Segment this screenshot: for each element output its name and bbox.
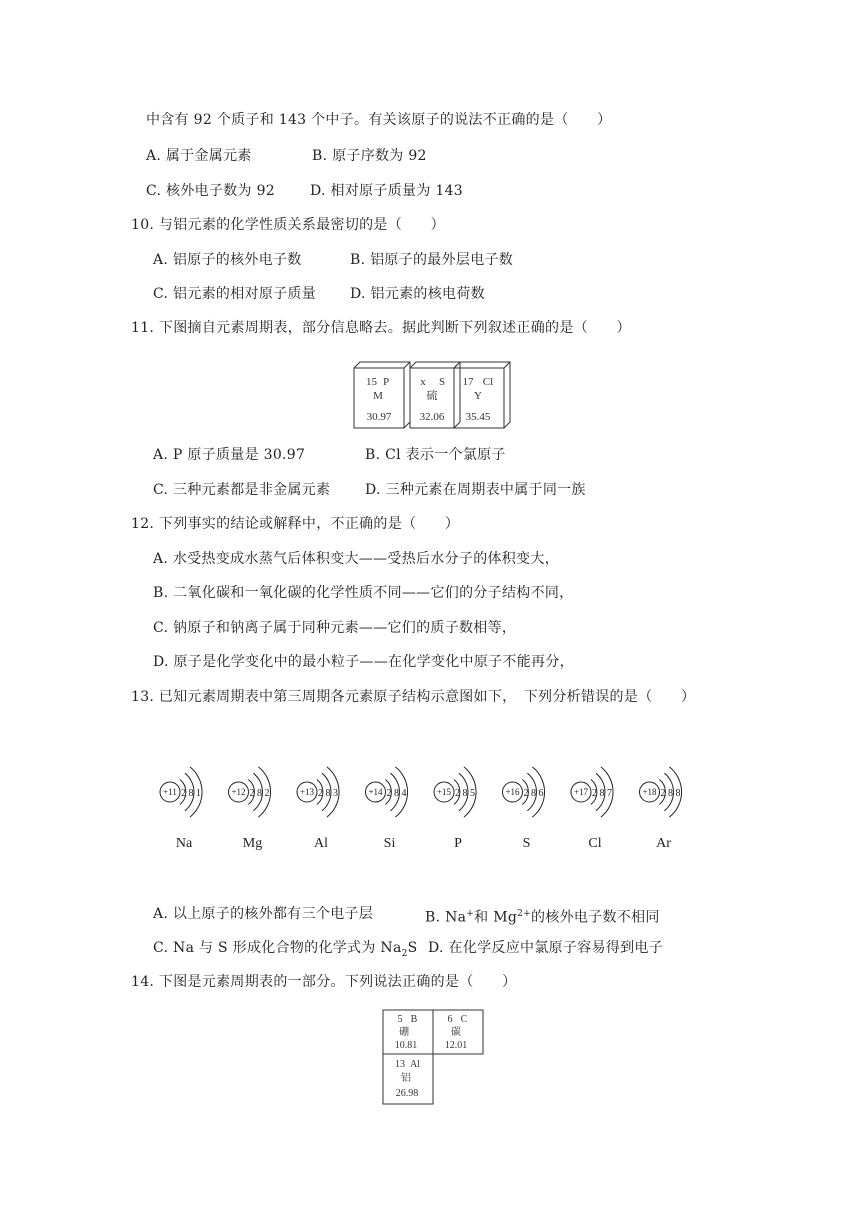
q11-cell-p-number: 15 [366, 376, 377, 388]
q14-periodic-table-excerpt [380, 1008, 490, 1108]
q11-option-c: C. 三种元素都是非金属元素 [153, 482, 331, 498]
q14-cell-c-number: 6 [447, 1014, 453, 1025]
q14-cell-al-mass: 26.98 [395, 1088, 419, 1099]
q14-stem: 14. 下图是元素周期表的一部分。下列说法正确的是（ ） [131, 974, 517, 990]
atom-diagram [366, 767, 408, 851]
element-symbol: Na [175, 836, 193, 851]
q9-option-c: C. 核外电子数为 92 [146, 183, 275, 199]
q13-atomic-structure-diagrams [150, 755, 710, 865]
q13-option-a: A. 以上原子的核外都有三个电子层 [153, 906, 374, 922]
q14-cell-al-name: 铝 [401, 1073, 411, 1084]
q10-option-a: A. 铝原子的核外电子数 [153, 252, 302, 268]
q14-cell-c-mass: 12.01 [444, 1040, 468, 1051]
q11-cell-s-mass: 32.06 [419, 411, 445, 423]
q13-option-b-mid: 和 Mg [474, 909, 518, 926]
q11-stem: 11. 下图摘自元素周期表，部分信息略去。据此判断下列叙述正确的是（ ） [131, 320, 631, 336]
element-symbol: Si [383, 836, 396, 851]
atom-diagram [297, 767, 339, 851]
atom-diagram [160, 767, 202, 851]
q14-cell-c-symbol: C [460, 1014, 468, 1025]
nucleus-charge: +11 [163, 787, 177, 797]
q13-option-b [425, 904, 660, 928]
q14-cell-b-name: 硼 [399, 1027, 409, 1038]
q13-option-c-subscript: 2 [401, 948, 408, 959]
q9-option-d: D. 相对原子质量为 143 [310, 183, 463, 199]
element-symbol: P [454, 836, 462, 851]
q11-cell-cl-symbol: Cl [482, 376, 494, 388]
q14-cell-b-symbol: B [410, 1014, 418, 1025]
q14-cell-al-number: 13 [395, 1059, 405, 1070]
q11-cell-s-number: x [420, 376, 426, 388]
q12-stem: 12. 下列事实的结论或解释中，不正确的是（ ） [131, 516, 460, 532]
electron-counts: 2 8 5 [455, 788, 475, 799]
electron-counts: 2 8 2 [249, 788, 270, 799]
q13-option-b-charge-1: + [466, 909, 475, 919]
q13-option-b-pre: B. Na [425, 909, 467, 926]
electron-counts: 2 8 6 [523, 788, 544, 799]
q11-cell-cl-name: Y [474, 390, 482, 402]
q13-option-d: D. 在化学反应中氯原子容易得到电子 [428, 940, 664, 956]
q11-cell-s-symbol: S [438, 376, 446, 388]
q13-stem: 13. 已知元素周期表中第三周期各元素原子结构示意图如下， 下列分析错误的是（ ） [131, 689, 696, 705]
nucleus-charge: +14 [368, 787, 383, 797]
element-symbol: S [522, 836, 531, 851]
q10-stem: 10. 与铝元素的化学性质关系最密切的是（ ） [131, 217, 445, 233]
q10-option-b: B. 铝原子的最外层电子数 [350, 252, 514, 268]
nucleus-charge: +18 [642, 787, 657, 797]
q13-option-b-post: 的核外电子数不相同 [530, 909, 660, 926]
q10-option-c: C. 铝元素的相对原子质量 [153, 286, 317, 302]
q9-option-a: A. 属于金属元素 [146, 148, 252, 164]
q11-option-a: A. P 原子质量是 30.97 [153, 447, 306, 463]
q9-stem-continuation: 中含有 92 个质子和 143 个中子。有关该原子的说法不正确的是（ ） [146, 112, 612, 128]
q11-cell-p-mass: 30.97 [366, 411, 392, 423]
electron-counts: 2 8 3 [318, 788, 338, 799]
q11-cell-cl-number: 17 [462, 376, 474, 388]
nucleus-charge: +12 [231, 787, 246, 797]
q13-option-b-charge-2: 2+ [517, 909, 531, 919]
nucleus-charge: +16 [505, 787, 520, 797]
element-symbol: Al [314, 836, 328, 851]
q10-option-d: D. 铝元素的核电荷数 [350, 286, 485, 302]
q11-option-b: B. Cl 表示一个氯原子 [365, 447, 506, 463]
atom-diagram [571, 767, 613, 851]
electron-counts: 2 8 4 [386, 788, 407, 799]
q11-cell-s-name: 硫 [426, 390, 438, 402]
electron-counts: 2 8 1 [181, 788, 201, 799]
q13-option-c [153, 938, 418, 964]
q11-option-d: D. 三种元素在周期表中属于同一族 [365, 482, 586, 498]
electron-counts: 2 8 7 [592, 788, 612, 799]
element-symbol: Cl [588, 836, 602, 851]
q14-cell-b-number: 5 [397, 1014, 403, 1025]
atom-diagram [434, 767, 476, 851]
atom-diagram [229, 767, 271, 851]
element-symbol: Ar [656, 836, 671, 851]
q9-option-b: B. 原子序数为 92 [312, 148, 427, 164]
element-symbol: Mg [242, 836, 263, 851]
q12-option-a: A. 水受热变成水蒸气后体积变大——受热后水分子的体积变大， [153, 551, 560, 567]
q14-cell-al-symbol: Al [410, 1059, 420, 1070]
q13-option-c-pre: C. Na 与 S 形成化合物的化学式为 Na [153, 940, 402, 956]
q13-option-c-post: S [407, 940, 418, 956]
nucleus-charge: +13 [299, 787, 315, 797]
nucleus-charge: +17 [573, 787, 589, 797]
q14-cell-c-name: 碳 [451, 1027, 461, 1038]
electron-counts: 2 8 8 [660, 788, 681, 799]
q14-cell-b-mass: 10.81 [394, 1040, 418, 1051]
q12-option-d: D. 原子是化学变化中的最小粒子——在化学变化中原子不能再分， [153, 654, 574, 670]
atom-diagram [503, 767, 545, 851]
atom-diagram [640, 767, 682, 851]
q11-cell-cl-mass: 35.45 [465, 411, 491, 423]
q12-option-c: C. 钠原子和钠离子属于同种元素——它们的质子数相等， [153, 620, 517, 636]
q11-cell-p-symbol: P [382, 376, 390, 388]
q11-cell-p-name: M [373, 390, 383, 402]
q12-option-b: B. 二氧化碳和一氧化碳的化学性质不同——它们的分子结构不同， [153, 585, 574, 601]
nucleus-charge: +15 [436, 787, 452, 797]
q11-periodic-table-excerpt [350, 356, 530, 436]
